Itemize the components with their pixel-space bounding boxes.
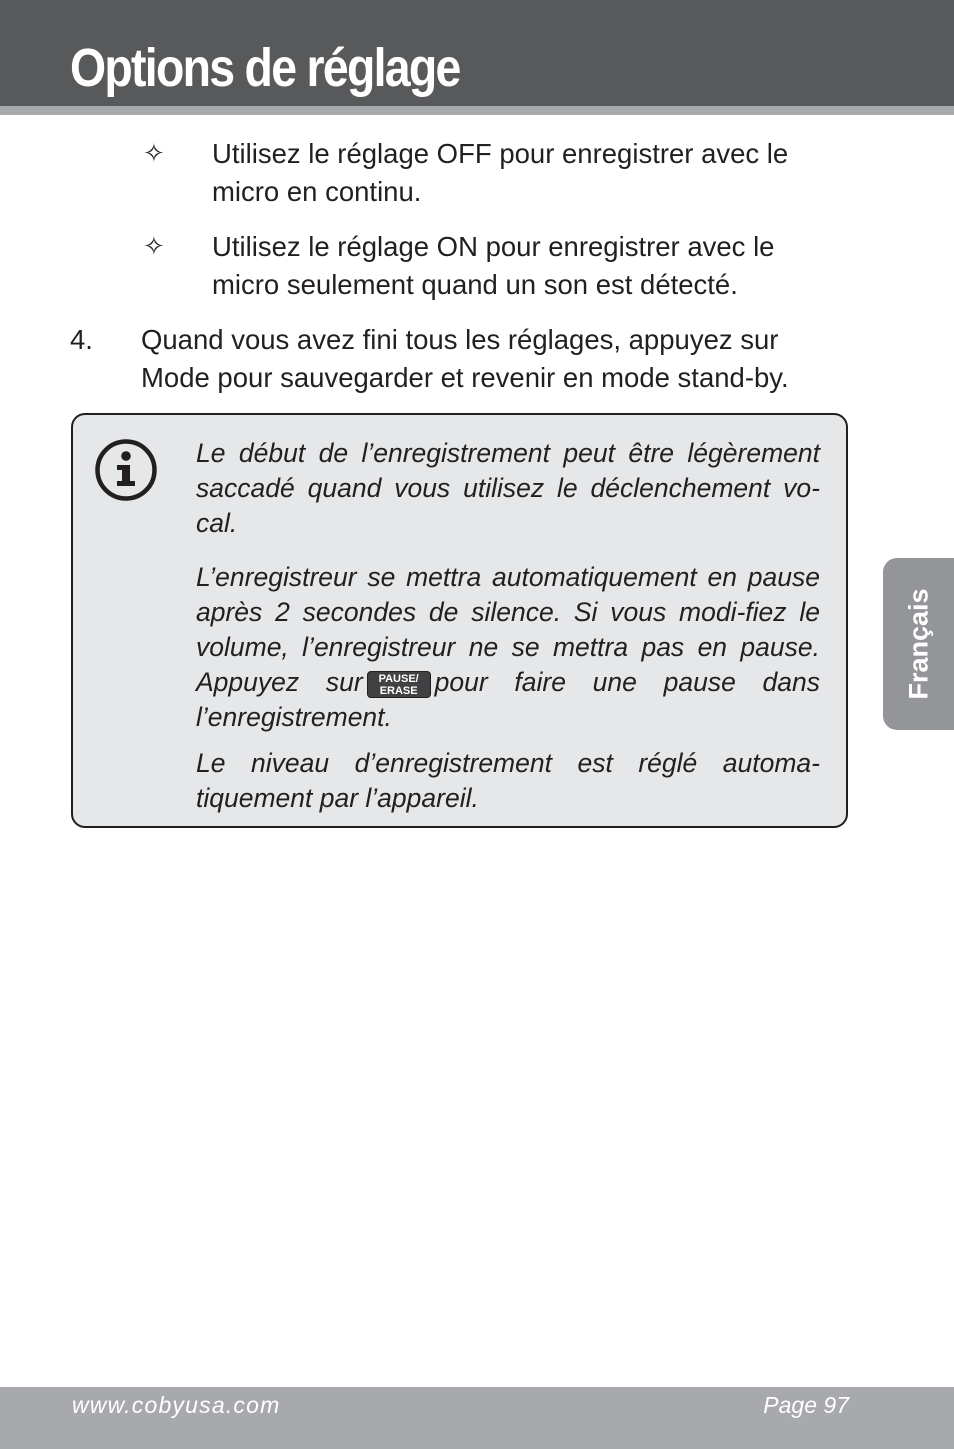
language-tab <box>883 558 954 730</box>
pause-erase-key-icon <box>367 671 431 698</box>
bullet-line: Utilisez le réglage OFF pour enregistrer avec le <box>212 138 789 169</box>
language-tab-label: Français <box>903 588 933 700</box>
erase-key-label: ERASE <box>379 684 418 697</box>
note-paragraph <box>196 560 820 735</box>
bullet-item <box>212 228 774 304</box>
pause-key-label: PAUSE/ <box>378 672 419 685</box>
step-line: Mode pour sauvegarder et revenir en mode stand-by. <box>141 362 789 393</box>
note-paragraph: Le niveau d’enregistrement est réglé automa-tiquement par l’appareil. <box>196 748 820 813</box>
bullet-line: micro seulement quand un son est détecté. <box>212 269 738 300</box>
note-paragraph: Le début de l’enregistrement peut être légèrement saccadé quand vous utilisez le déclenchement vo-cal. <box>196 438 820 538</box>
page-title: Options de réglage <box>70 38 460 98</box>
step-item <box>141 321 789 397</box>
four-point-star-icon: ✧ <box>143 232 165 262</box>
step-line: Quand vous avez fini tous les réglages, appuyez sur <box>141 324 779 355</box>
note-text: pour faire une pause dans l’enregistrement. <box>196 667 820 732</box>
note-text: L’enregistreur se mettra automatiquement en pause après 2 secondes de silence. Si vous modi-fiez le volume, l’enregistreur ne se mettra pas en pause. Appuyez sur <box>196 562 820 697</box>
four-point-star-icon: ✧ <box>143 139 165 169</box>
footer-url: www.cobyusa.com <box>72 1392 281 1418</box>
header-divider <box>0 106 954 115</box>
bullet-item <box>212 135 788 211</box>
bullet-line: micro en continu. <box>212 176 422 207</box>
info-icon <box>94 438 158 502</box>
step-number: 4. <box>70 324 93 355</box>
bullet-line: Utilisez le réglage ON pour enregistrer avec le <box>212 231 775 262</box>
footer-page-number: Page 97 <box>763 1392 849 1418</box>
